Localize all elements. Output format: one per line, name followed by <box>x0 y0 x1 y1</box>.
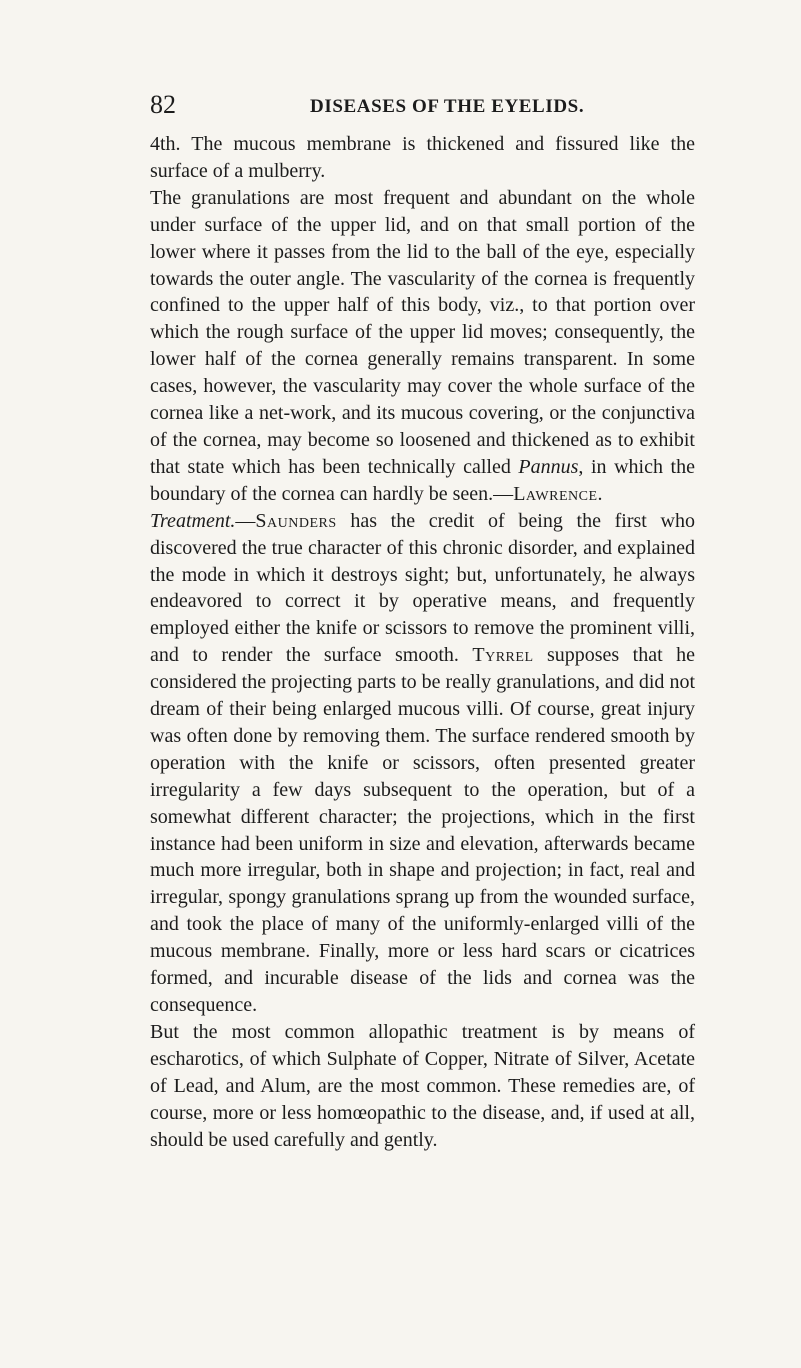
running-title: DISEASES OF THE EYELIDS. <box>310 96 585 117</box>
paragraph-granulations <box>150 185 695 508</box>
author-citation: Lawrence. <box>513 482 603 505</box>
paragraph-text: has the credit of being the first who discovered the true character of this chronic disorder, and explained the mode in which it destroys sight; but, unfortunately, he always endeavored to correct it by operative means, and frequently employed either the knife or scissors to remove the prominent villi, and to render the surface smooth. <box>150 509 695 667</box>
paragraph-text: supposes that he considered the projecting parts to be really granulations, and did not dream of their being enlarged mucous villi. Of course, great injury was often done by removing them. The surface rendered smooth by operation with the knife or scissors, often presented greater irregularity a few days subsequent to the operation, but of a somewhat different character; the projections, which in the first instance had been uniform in size and elevation, afterwards became much more irregular, both in shape and projection; in fact, real and irregular, spongy granulations sprang up from the wounded surface, and took the place of many of the uniformly-enlarged villi of the mucous membrane. Finally, more or less hard scars or cicatrices formed, and incurable disease of the lids and cornea was the consequence. <box>150 644 695 1016</box>
paragraph-text: The granulations are most frequent and abundant on the whole under surface of the upper lid, and on that small portion of the lower where it passes from the lid to the ball of the eye, especially towards the outer angle. The vascularity of the cornea is frequently confined to the upper half of this body, viz., to that portion over which the rough surface of the upper lid moves; consequently, the lower half of the cornea generally remains transparent. In some cases, however, the vascularity may cover the whole surface of the cornea like a net-work, and its mucous covering, or the conjunctiva of the cornea, may become so loosened and thickened as to exhibit that state which has been technically called <box>150 186 695 478</box>
paragraph-text: , in which the boundary of the cornea can hardly be seen.— <box>150 455 695 505</box>
page-number: 82 <box>150 90 176 119</box>
running-head <box>150 92 791 118</box>
paragraph-treatment <box>150 508 695 1019</box>
name-saunders: Saunders <box>255 509 337 532</box>
section-heading-treatment: Treatment. <box>150 509 236 532</box>
body-text <box>150 131 695 1153</box>
heading-dash: — <box>235 509 256 532</box>
paragraph-4th-stage: 4th. The mucous membrane is thickened and fissured like the surface of a mulberry. <box>150 133 695 182</box>
paragraph-allopathic-treatment: But the most common allopathic treatment is by means of escharotics, of which Sulphate of Copper, Nitrate of Silver, Acetate of Lead, and Alum, are the most common. These remedies are, of course, more or less homœopathic to the disease, and, if used at all, should be used carefully and gently. <box>150 1020 695 1151</box>
name-tyrrel: Tyrrel <box>472 644 534 667</box>
term-pannus: Pannus <box>518 455 579 478</box>
